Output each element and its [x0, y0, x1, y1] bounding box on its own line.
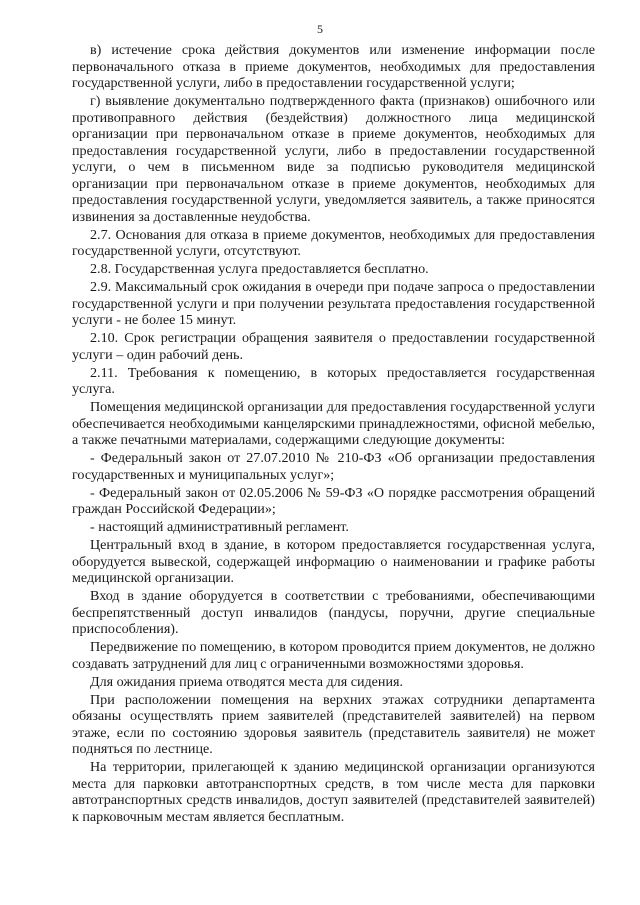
paragraph-movement: Передвижение по помещению, в котором проводится прием документов, не должно создавать затруднений для лиц с ограниченными возможностями здоровья. [72, 639, 595, 672]
list-item-regulation: - настоящий административный регламент. [90, 519, 349, 535]
paragraph-2-11: 2.11. Требования к помещению, в которых предоставляется государственная услуга. [72, 364, 595, 397]
paragraph-seating: Для ожидания приема отводятся места для сидения. [90, 673, 404, 690]
paragraph-upper-floors: При расположении помещения на верхних этажах сотрудники департамента обязаны осуществлять прием заявителей (представителей заявителей) на первом этаже, если по состоянию здоровья заявитель (представитель заявителя) не может подняться по лестнице. [72, 691, 595, 757]
paragraph-2-8: 2.8. Государственная услуга предоставляется бесплатно. [90, 261, 429, 277]
paragraph-2-7: 2.7. Основания для отказа в приеме документов, необходимых для предоставления государственной услуги, отсутствуют. [72, 226, 595, 259]
document-body [72, 42, 595, 827]
paragraph-v: в) истечение срока действия документов или изменение информации после первоначального отказа в приеме документов, необходимых для предоставления государственной услуги, либо в предоставлении государственной услуги; [72, 42, 595, 91]
paragraph-2-10: 2.10. Срок регистрации обращения заявителя о предоставлении государственной услуги – один рабочий день. [72, 330, 595, 363]
paragraph-g: г) выявление документально подтвержденного факта (признаков) ошибочного или противоправного действия (бездействия) должностного лица медицинской организации при первоначальном отказе в приеме документов, необходимых для предоставления государственной услуги, либо в предоставлении государственной услуги, о чем в письменном виде за подписью руководителя медицинской организации при первоначальном отказе в приеме документов, необходимых для предоставления государственной услуги, уведомляется заявитель, а также приносятся извинения за доставленные неудобства. [72, 93, 595, 225]
paragraph-central-entrance: Центральный вход в здание, в котором предоставляется государственная услуга, оборудуется вывеской, содержащей информацию о наименовании и графике работы медицинской организации. [72, 537, 595, 586]
list-item-law-59: - Федеральный закон от 02.05.2006 № 59-ФЗ «О порядке рассмотрения обращений граждан Российской Федерации»; [72, 484, 595, 517]
paragraph-premises: Помещения медицинской организации для предоставления государственной услуги обеспечивается необходимыми канцелярскими принадлежностями, офисной мебелью, а также печатными материалами, содержащими следующие документы: [72, 399, 595, 448]
page-number: 5 [317, 22, 323, 36]
list-item-law-210: - Федеральный закон от 27.07.2010 № 210-ФЗ «Об организации предоставления государственных и муниципальных услуг»; [72, 450, 595, 483]
paragraph-parking: На территории, прилегающей к зданию медицинской организации организуются места для парковки автотранспортных средств, в том числе места для парковки автотранспортных средств инвалидов, доступ заявителей (представителей заявителей) к парковочным местам является бесплатным. [72, 759, 595, 825]
paragraph-entrance-accessibility: Вход в здание оборудуется в соответствии с требованиями, обеспечивающими беспрепятственный доступ инвалидов (пандусы, поручни, другие специальные приспособления). [72, 588, 595, 637]
paragraph-2-9: 2.9. Максимальный срок ожидания в очереди при подаче запроса о предоставлении государственной услуги и при получении результата предоставления государственной услуги - не более 15 минут. [72, 279, 595, 328]
